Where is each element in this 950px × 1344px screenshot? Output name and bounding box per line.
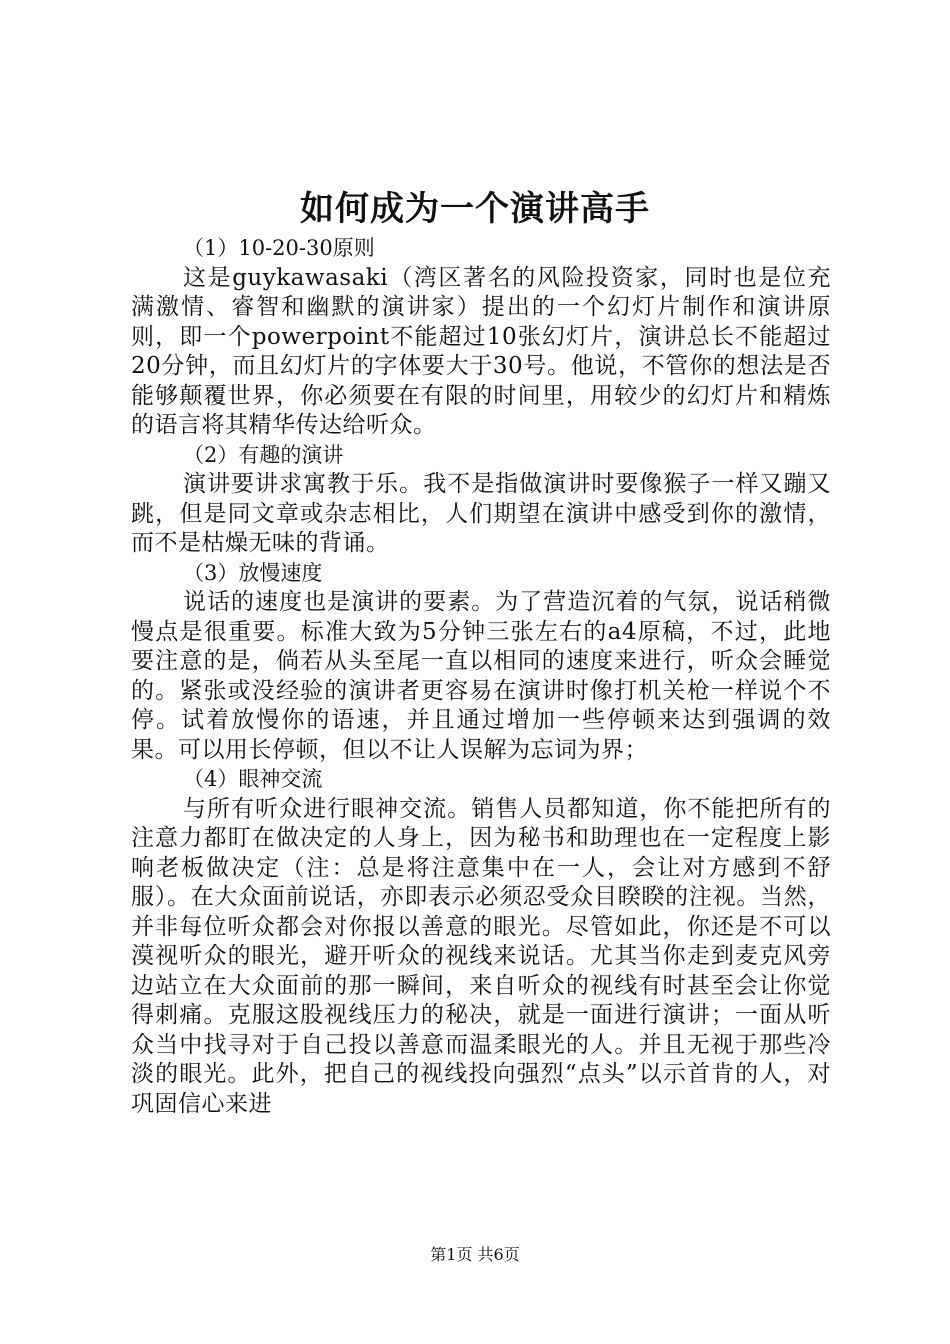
page-footer: 第1页 共6页 (430, 1245, 520, 1264)
section-paragraph-1: 这是guykawasaki（湾区著名的风险投资家，同时也是位充满激情、睿智和幽默的演讲家）提出的一个幻灯片制作和演讲原则，即一个powerpoint不能超过10张幻灯片，演讲总长不能超过20分钟，而且幻灯片的字体要大于30号。他说，不管你的想法是否能够颠覆世界，你必须要在有限的时间里，用较少的幻灯片和精炼的语言将其精华传达给听众。 (131, 264, 831, 438)
document-title: 如何成为一个演讲高手 (300, 189, 650, 229)
section-heading-4: （4）眼神交流 (183, 767, 323, 791)
section-paragraph-2: 演讲要讲求寓教于乐。我不是指做演讲时要像猴子一样又蹦又跳，但是同文章或杂志相比，人们期望在演讲中感受到你的激情，而不是枯燥无味的背诵。 (131, 471, 831, 556)
section-heading-1: （1）10-20-30原则 (183, 236, 375, 260)
section-paragraph-3: 说话的速度也是演讲的要素。为了营造沉着的气氛，说话稍微慢点是很重要。标准大致为5分钟三张左右的a4原稿，不过，此地要注意的是，倘若从头至尾一直以相同的速度来进行，听众会睡觉的。紧张或没经验的演讲者更容易在演讲时像打机关枪一样说个不停。试着放慢你的语速，并且通过增加一些停顿来达到强调的效果。可以用长停顿，但以不让人误解为忘词为界； (131, 589, 831, 763)
section-paragraph-4: 与所有听众进行眼神交流。销售人员都知道，你不能把所有的注意力都盯在做决定的人身上，因为秘书和助理也在一定程度上影响老板做决定（注：总是将注意集中在一人，会让对方感到不舒服）。在大众面前说话，亦即表示必须忍受众目睽睽的注视。当然，并非每位听众都会对你报以善意的眼光。尽管如此，你还是不可以漠视听众的眼光，避开听众的视线来说话。尤其当你走到麦克风旁边站立在大众面前的那一瞬间，来自听众的视线有时甚至会让你觉得刺痛。克服这股视线压力的秘决，就是一面进行演讲；一面从听众当中找寻对于自己投以善意而温柔眼光的人。并且无视于那些冷淡的眼光。此外，把自己的视线投向强烈“点头”以示首肯的人，对巩固信心来进 (131, 795, 831, 1117)
section-heading-3: （3）放慢速度 (183, 560, 323, 585)
section-heading-2: （2）有趣的演讲 (183, 442, 344, 467)
document-body (131, 234, 831, 1119)
